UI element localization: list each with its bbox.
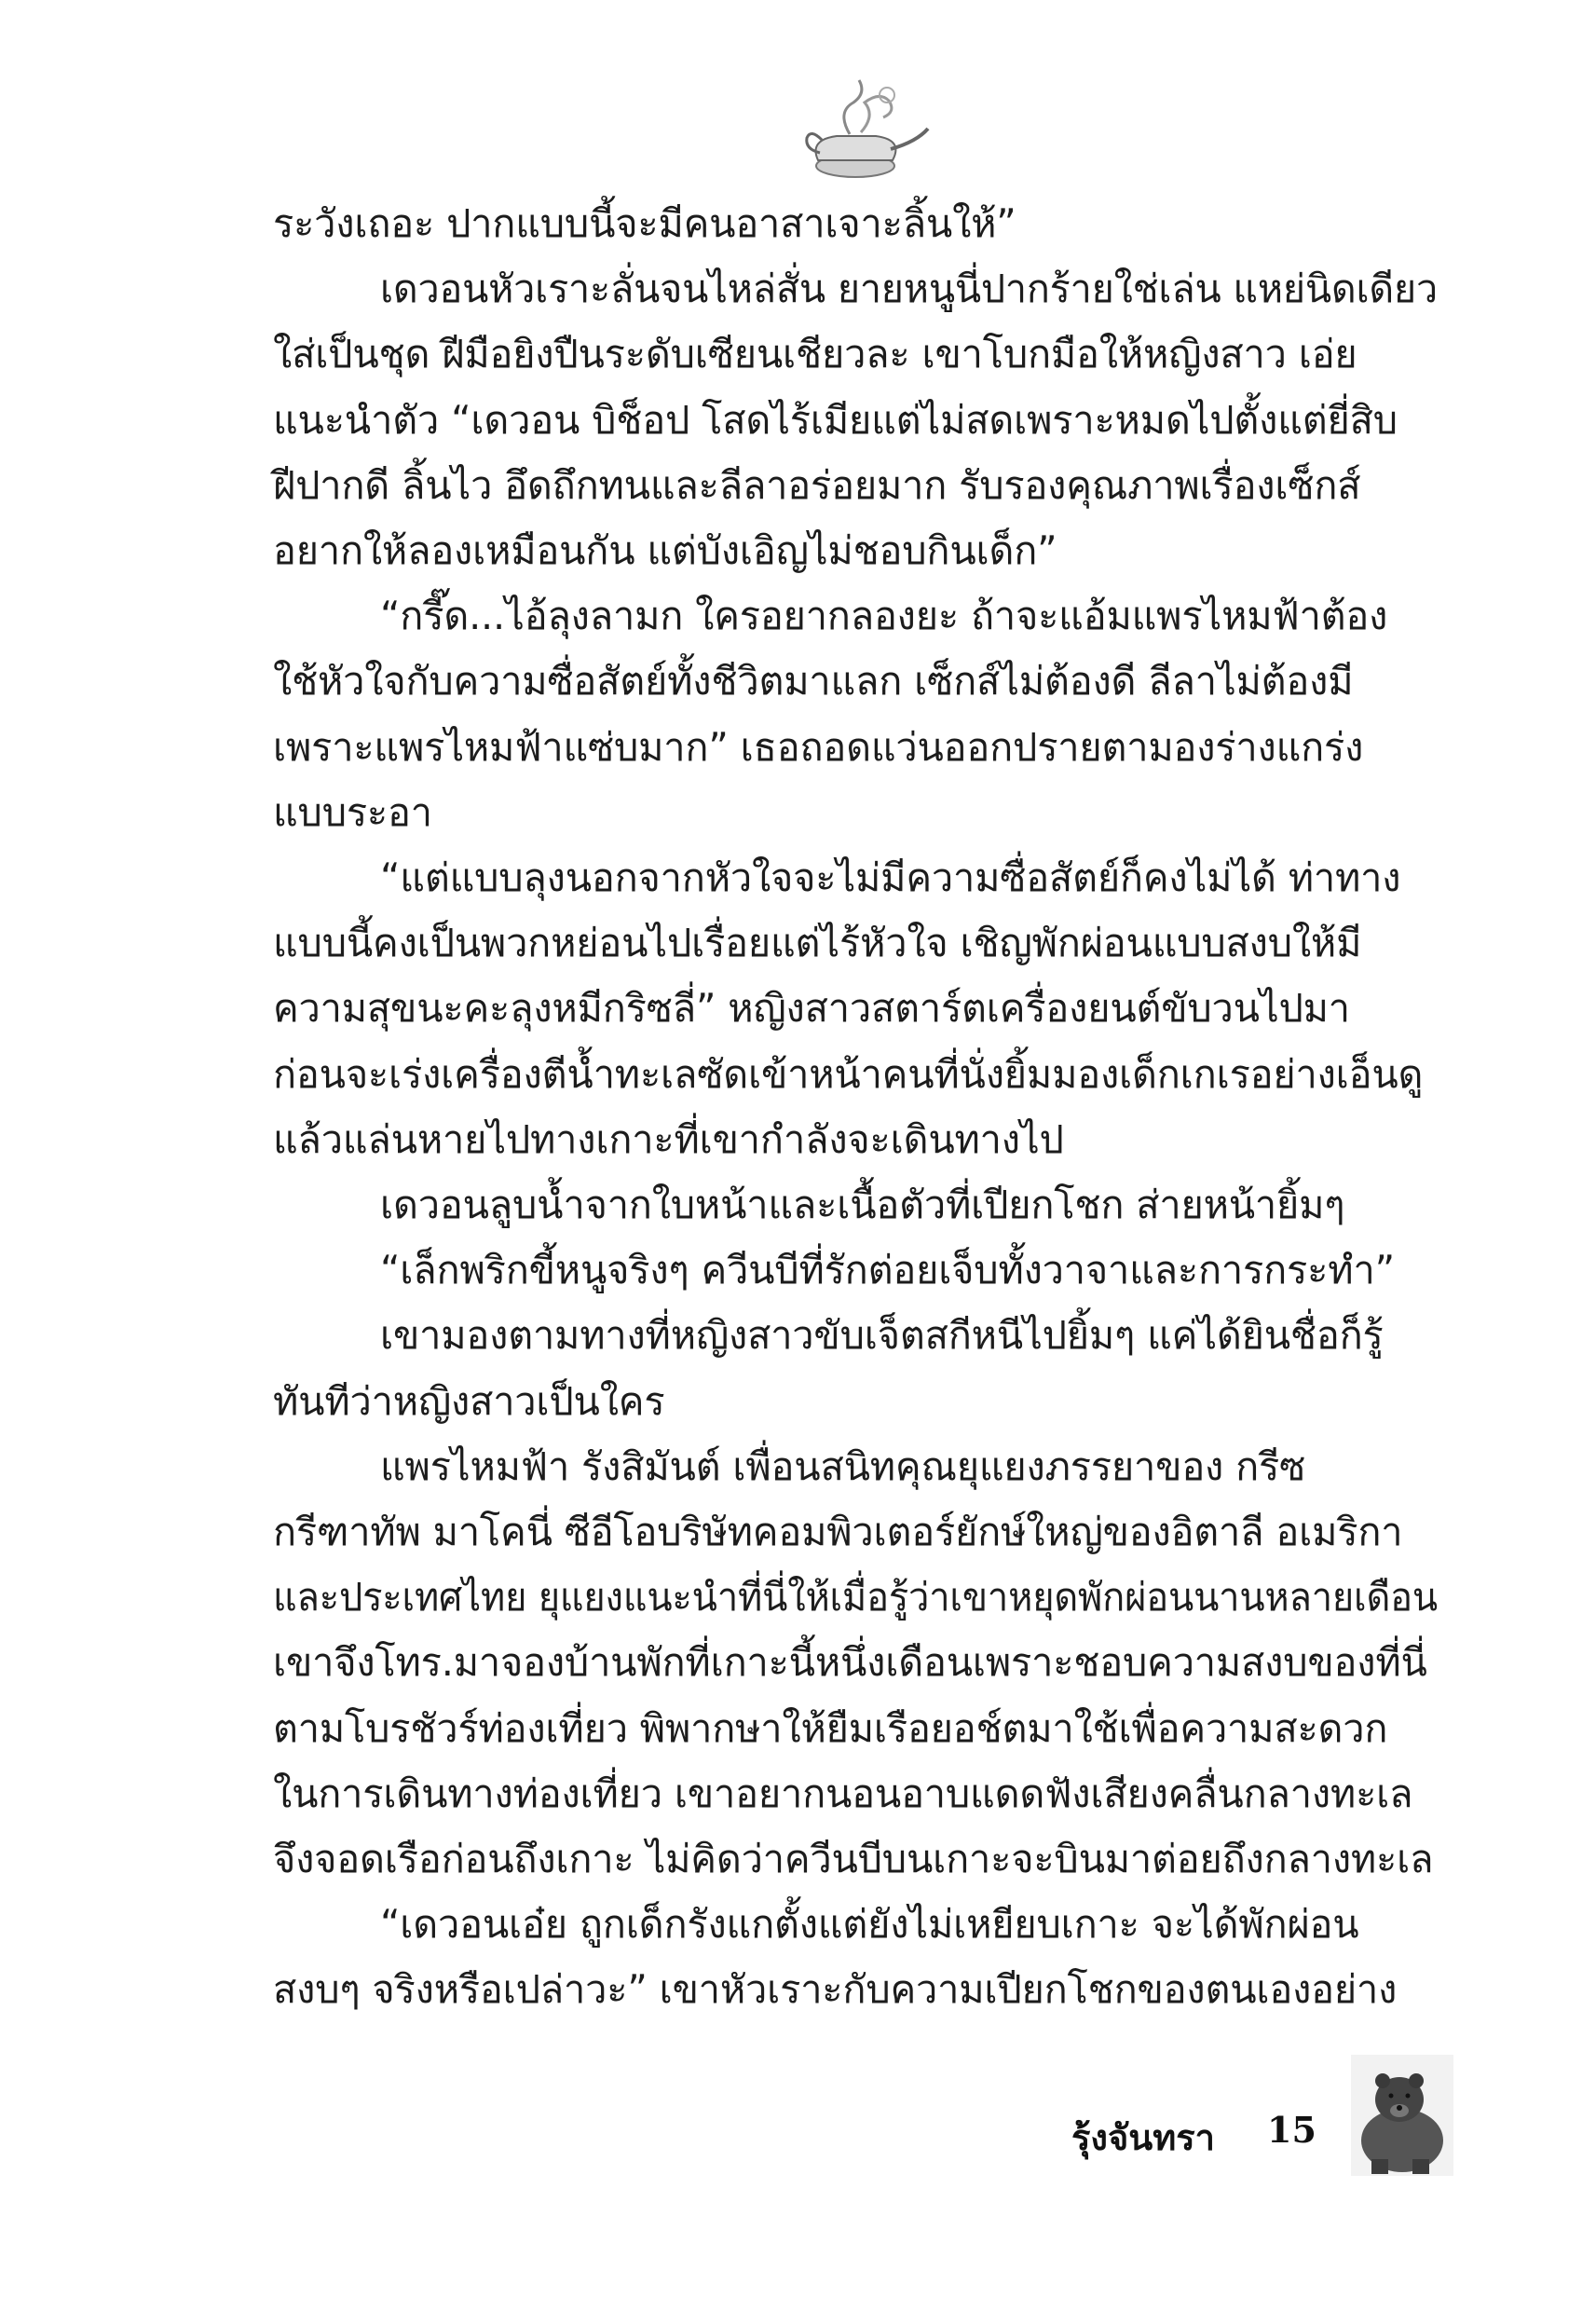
text-line: “เล็กพริกขี้หนูจริงๆ ควีนบีที่รักต่อยเจ็บทั้งวาจาและการกระทำ” (380, 1247, 1395, 1293)
text-line: เพราะแพรไหมฟ้าแซ่บมาก” เธอถอดแว่นออกปรายตามองร่างแกร่ง (273, 723, 1364, 770)
text-line: ในการเดินทางท่องเที่ยว เขาอยากนอนอาบแดดฟังเสียงคลื่นกลางทะเล (273, 1770, 1413, 1816)
text-line: แพรไหมฟ้า รังสิมันต์ เพื่อนสนิทคุณยุแยงภรรยาของ กรีซ (380, 1443, 1306, 1489)
text-line: จึงจอดเรือก่อนถึงเกาะ ไม่คิดว่าควีนบีบนเกาะจะบินมาต่อยถึงกลางทะเล (273, 1836, 1434, 1882)
text-line: “กรี๊ด...ไอ้ลุงลามก ใครอยากลองยะ ถ้าจะแอ้มแพรไหมฟ้าต้อง (380, 593, 1388, 639)
text-line: ทันทีว่าหญิงสาวเป็นใคร (273, 1377, 665, 1424)
text-line: เดวอนลูบน้ำจากใบหน้าและเนื้อตัวที่เปียกโชก ส่ายหน้ายิ้มๆ (380, 1182, 1345, 1228)
text-line: แบบระอา (273, 788, 432, 835)
text-line: แล้วแล่นหายไปทางเกาะที่เขากำลังจะเดินทางไป (273, 1115, 1064, 1162)
text-line: ใช้หัวใจกับความซื่อสัตย์ทั้งชีวิตมาแลก เซ็กส์ไม่ต้องดี ลีลาไม่ต้องมี (273, 658, 1354, 704)
body-text (273, 191, 1438, 2023)
page-number: 15 (1267, 2109, 1316, 2151)
lamp-ornament-icon (799, 75, 939, 186)
text-line: ก่อนจะเร่งเครื่องตีน้ำทะเลซัดเข้าหน้าคนที่นั่งยิ้มมองเด็กเกเรอย่างเอ็นดู (273, 1050, 1424, 1097)
text-line: ฝีปากดี ลิ้นไว อึดถึกทนและลีลาอร่อยมาก รับรองคุณภาพเรื่องเซ็กส์ (273, 461, 1361, 508)
text-line: เดวอนหัวเราะลั่นจนไหล่สั่น ยายหนูนี่ปากร้ายใช่เล่น แหย่นิดเดียว (380, 266, 1438, 312)
bear-icon (1351, 2055, 1453, 2176)
text-line: เขามองตามทางที่หญิงสาวขับเจ็ตสกีหนีไปยิ้มๆ แค่ได้ยินชื่อก็รู้ (380, 1312, 1384, 1359)
text-line: กรีฑาทัพ มาโคนี่ ซีอีโอบริษัทคอมพิวเตอร์ยักษ์ใหญ่ของอิตาลี อเมริกา (273, 1509, 1403, 1555)
text-line: ตามโบรชัวร์ท่องเที่ยว พิพากษาให้ยืมเรือยอช์ตมาใช้เพื่อความสะดวก (273, 1704, 1388, 1751)
text-line: อยากให้ลองเหมือนกัน แต่บังเอิญไม่ชอบกินเด็ก” (273, 527, 1057, 574)
text-line: “แต่แบบลุงนอกจากหัวใจจะไม่มีความซื่อสัตย์ก็คงไม่ได้ ท่าทาง (380, 855, 1401, 901)
text-line: เขาจึงโทร.มาจองบ้านพักที่เกาะนี้หนึ่งเดือนเพราะชอบความสงบของที่นี่ (273, 1639, 1427, 1686)
text-line: ความสุขนะคะลุงหมีกริซลี่” หญิงสาวสตาร์ตเครื่องยนต์ขับวนไปมา (273, 985, 1350, 1032)
text-line: “เดวอนเอ๋ย ถูกเด็กรังแกตั้งแต่ยังไม่เหยียบเกาะ จะได้พักผ่อน (380, 1901, 1359, 1948)
text-line: สงบๆ จริงหรือเปล่าวะ” เขาหัวเราะกับความเปียกโชกของตนเองอย่าง (273, 1966, 1398, 2013)
page-footer (1071, 2055, 1444, 2185)
book-title: รุ้งจันทรา (1071, 2116, 1216, 2158)
text-line: ใส่เป็นชุด ฝีมือยิงปืนระดับเซียนเชียวละ เขาโบกมือให้หญิงสาว เอ่ย (273, 331, 1357, 377)
text-line: และประเทศไทย ยุแยงแนะนำที่นี่ให้เมื่อรู้ว่าเขาหยุดพักผ่อนนานหลายเดือน (273, 1574, 1438, 1620)
text-line: แนะนำตัว “เดวอน บิช็อป โสดไร้เมียแต่ไม่สดเพราะหมดไปตั้งแต่ยี่สิบ (273, 396, 1398, 443)
text-line: แบบนี้คงเป็นพวกหย่อนไปเรื่อยแต่ไร้หัวใจ เชิญพักผ่อนแบบสงบให้มี (273, 920, 1362, 966)
text-line: ระวังเถอะ ปากแบบนี้จะมีคนอาสาเจาะลิ้นให้” (273, 200, 1016, 246)
